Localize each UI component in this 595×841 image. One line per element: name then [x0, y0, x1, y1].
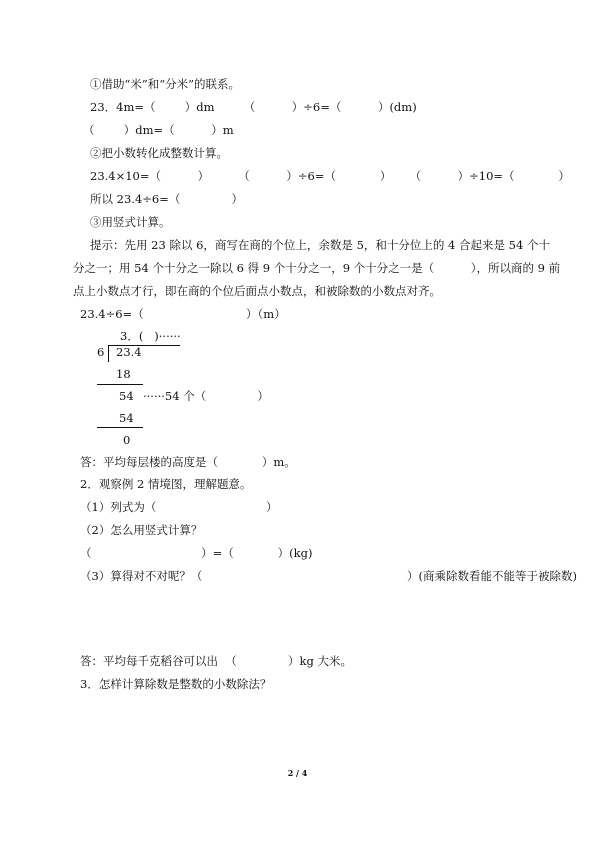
answer-line: 答：平均每层楼的高度是（ ）m。	[80, 455, 296, 469]
division-divisor: 6	[97, 345, 105, 359]
division-step-note: ······54 个（ ）	[143, 389, 269, 403]
hint-paragraph-line: 点上小数点才行，即在商的个位后面点小数点，和被除数的小数点对齐。	[73, 284, 441, 298]
question-3-heading: 3．怎样计算除数是整数的小数除法？	[80, 677, 272, 691]
text-line: （2）怎么用竖式计算？	[80, 523, 203, 537]
text-line: ②把小数转化成整数计算。	[90, 146, 228, 160]
text-line: （1）列式为（ ）	[80, 500, 278, 514]
division-bracket	[108, 345, 109, 362]
text-line: （3）算得对不对呢？（ ）(商乘除数看能不能等于被除数)	[80, 569, 577, 583]
division-rule	[97, 427, 143, 428]
division-quotient: 3．( )······	[120, 329, 181, 343]
text-line: （ ）dm=（ ）m	[83, 123, 234, 137]
question-2-heading: 2．观察例 2 情境图，理解题意。	[80, 477, 252, 491]
exercise-23-line: 23．4m=（ ）dm （ ）÷6=（ ）(dm)	[90, 100, 417, 114]
division-step: 54	[119, 411, 134, 425]
page-number: 2 / 4	[287, 768, 308, 778]
division-rule	[97, 384, 143, 385]
hint-paragraph-line: 分之一；用 54 个十分之一除以 6 得 9 个十分之一，9 个十分之一是（ ），所以商的 9 前	[73, 261, 561, 275]
division-remainder: 0	[123, 433, 131, 447]
text-line: ①借助“米”和“分米”的联系。	[90, 77, 241, 91]
division-dividend: 23.4	[116, 345, 142, 359]
answer-line: 答：平均每千克稻谷可以出 （ ）kg 大米。	[80, 654, 352, 668]
hint-paragraph-line: 提示：先用 23 除以 6，商写在商的个位上，余数是 5，和十分位上的 4 合起来是 54 个十	[90, 238, 550, 252]
text-line: 23.4÷6=（ ）（m）	[80, 307, 286, 321]
text-line: 23.4×10=（ ） （ ）÷6=（ ） （ ）÷10=（ ）	[90, 169, 570, 183]
text-line: 所以 23.4÷6=（ ）	[90, 192, 244, 206]
text-line: （ ）=（ ）(kg)	[80, 546, 313, 560]
division-step: 54	[119, 389, 134, 403]
text-line: ③用竖式计算。	[90, 215, 171, 229]
division-step: 18	[116, 367, 131, 381]
